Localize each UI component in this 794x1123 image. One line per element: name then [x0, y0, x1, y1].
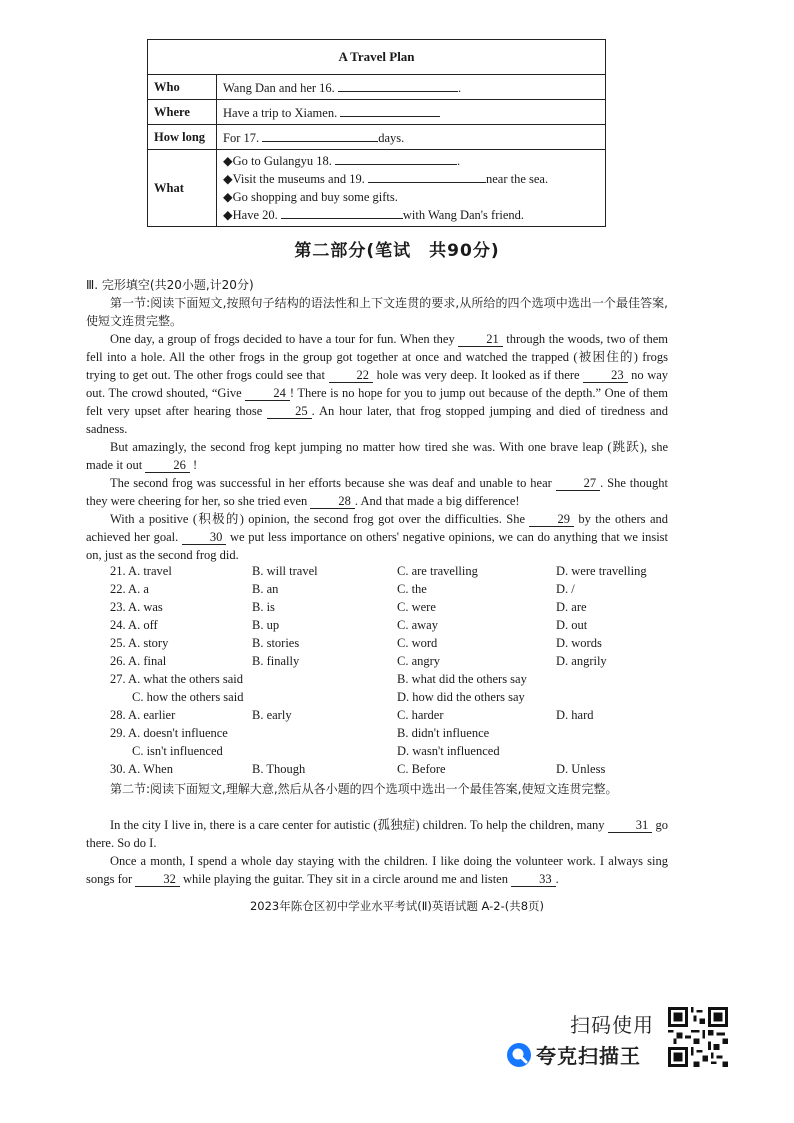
option-row	[110, 564, 670, 582]
gap-number: 25	[267, 404, 312, 419]
answer-blank	[368, 170, 486, 183]
option-row	[110, 762, 670, 780]
option: C. word	[397, 636, 438, 650]
paragraph	[86, 816, 668, 852]
paragraph	[86, 474, 668, 510]
what-text: ◆Go shopping and buy some gifts.	[223, 190, 398, 204]
option: B. up	[252, 618, 280, 632]
what-text: ◆Have 20.	[223, 208, 278, 222]
gap-number: 30	[182, 530, 227, 545]
option: B. finally	[252, 654, 300, 668]
text: we put less importance on others' negative opinions, we can do anything that we insist on, just as the second frog did.	[86, 530, 669, 562]
option: D. words	[556, 636, 602, 650]
qr-code-icon	[668, 1007, 728, 1067]
option-row	[110, 726, 670, 744]
text: hole was very deep. It looked as if there	[376, 368, 580, 382]
what-item	[223, 170, 599, 188]
option: B. is	[252, 600, 275, 614]
travel-plan-table	[147, 39, 606, 227]
instruction-text: 第二节:阅读下面短文,理解大意,然后从各小题的四个选项中选出一个最佳答案,使短文连贯完整。	[110, 782, 618, 796]
option: B. will travel	[252, 564, 318, 578]
option: D. how did the others say	[397, 690, 525, 704]
answer-blank	[262, 129, 378, 142]
gap-number: 27	[556, 476, 601, 491]
answer-blank	[281, 206, 403, 219]
option: C. angry	[397, 654, 441, 668]
option-row	[110, 672, 670, 690]
part-title: 第二部分(笔试 共90分)	[294, 241, 500, 261]
table-title: A Travel Plan	[148, 40, 606, 75]
text: by the others and achieved her goal.	[86, 512, 668, 544]
text: The second frog was successful in her efforts because she was deaf and unable to hear	[110, 476, 552, 490]
table-row	[148, 100, 606, 125]
answer-blank	[340, 104, 440, 117]
text: But amazingly, the second frog kept jumping no matter how tired she was. With one brave leap (跳跃), she made it out	[86, 440, 668, 472]
option: 30. A. When	[110, 762, 173, 776]
gap-number: 22	[329, 368, 374, 383]
scanner-brand	[506, 1040, 641, 1069]
text: no way out. The crowd shouted, “Give	[86, 368, 669, 400]
option-row	[110, 618, 670, 636]
cloze-passage	[86, 330, 668, 564]
row-text: Have a trip to Xiamen.	[223, 105, 338, 120]
text: . And that made a big difference!	[354, 494, 520, 508]
option-row	[110, 744, 670, 762]
options-list	[110, 564, 670, 780]
row-value	[217, 100, 606, 125]
option-row	[110, 582, 670, 600]
option: B. stories	[252, 636, 300, 650]
option: C. away	[397, 618, 438, 632]
gap-number: 33	[511, 872, 556, 887]
what-text-end: .	[457, 154, 461, 168]
text: go there. So do I.	[86, 818, 669, 850]
gap-number: 24	[245, 386, 290, 401]
text: !	[193, 458, 198, 472]
option: D. hard	[556, 708, 594, 722]
scan-to-use-text: 扫码使用	[570, 1013, 654, 1037]
quark-logo-icon	[506, 1042, 532, 1068]
option: 22. A. a	[110, 582, 149, 596]
text: . An hour later, that frog stopped jumping and died of tiredness and sadness.	[86, 404, 669, 436]
paragraph	[86, 438, 668, 474]
text: With a positive (积极的) opinion, the second frog got over the difficulties. She	[110, 512, 526, 526]
option: B. early	[252, 708, 292, 722]
option: 27. A. what the others said	[110, 672, 243, 686]
gap-number: 21	[458, 332, 503, 347]
brand-name: 夸克扫描王	[536, 1044, 641, 1068]
gap-number: 29	[529, 512, 574, 527]
answer-blank	[338, 79, 458, 92]
option-row	[110, 708, 670, 726]
text: . She thought they were cheering for her, so she tried even	[86, 476, 668, 508]
option: C. are travelling	[397, 564, 478, 578]
option: B. Though	[252, 762, 306, 776]
option-row	[110, 600, 670, 618]
option: B. didn't influence	[397, 726, 490, 740]
option: B. what did the others say	[397, 672, 527, 686]
row-text: For 17.	[223, 130, 260, 145]
section-instructions	[86, 294, 668, 330]
option: D. were travelling	[556, 564, 647, 578]
option: 29. A. doesn't influence	[110, 726, 228, 740]
what-item	[223, 152, 599, 170]
table-row	[148, 125, 606, 150]
gap-number: 26	[145, 458, 190, 473]
row-text: Wang Dan and her 16.	[223, 80, 335, 95]
option: 23. A. was	[110, 600, 163, 614]
option: C. were	[397, 600, 436, 614]
text: while playing the guitar. They sit in a circle around me and listen	[182, 872, 508, 886]
option: 28. A. earlier	[110, 708, 176, 722]
paragraph	[86, 330, 668, 438]
option: C. isn't influenced	[132, 744, 223, 758]
section-instructions	[86, 780, 668, 798]
text: .	[555, 872, 559, 886]
row-key: How long	[148, 125, 217, 150]
option: 24. A. off	[110, 618, 158, 632]
answer-blank	[335, 152, 457, 165]
option: B. an	[252, 582, 279, 596]
row-value	[217, 75, 606, 100]
option: 25. A. story	[110, 636, 169, 650]
option: C. how the others said	[132, 690, 244, 704]
row-text-end: .	[457, 80, 462, 95]
text: In the city I live in, there is a care center for autistic (孤独症) children. To help the children, many	[110, 818, 605, 832]
text: Once a month, I spend a whole day staying with the children. I like doing the volunteer work. I always sing songs for	[86, 854, 668, 886]
what-item	[223, 188, 599, 206]
what-text: ◆Go to Gulangyu 18.	[223, 154, 332, 168]
option-row	[110, 654, 670, 672]
text: through the woods, two of them fell into a hole. All the other frogs in the group got together at once and watched the trapped (被困住的) frogs trying to get out. The other frogs could see that	[86, 332, 669, 382]
option: 26. A. final	[110, 654, 167, 668]
text: One day, a group of frogs decided to have a tour for fun. When they	[110, 332, 455, 346]
option: 21. A. travel	[110, 564, 172, 578]
table-row	[148, 150, 606, 227]
option-row	[110, 636, 670, 654]
reading-passage	[86, 816, 668, 888]
row-value	[217, 150, 606, 227]
row-value	[217, 125, 606, 150]
what-text-end: near the sea.	[485, 172, 549, 186]
option-row	[110, 690, 670, 708]
option: D. /	[556, 582, 575, 596]
what-text-end: with Wang Dan's friend.	[402, 208, 525, 222]
table-row	[148, 75, 606, 100]
section-title: Ⅲ. 完形填空(共20小题,计20分)	[86, 278, 254, 292]
option: D. wasn't influenced	[397, 744, 500, 758]
page-footer: 2023年陈仓区初中学业水平考试(Ⅱ)英语试题 A-2-(共8页)	[249, 899, 545, 913]
gap-number: 28	[310, 494, 355, 509]
option: C. Before	[397, 762, 446, 776]
instruction-text: 第一节:阅读下面短文,按照句子结构的语法性和上下文连贯的要求,从所给的四个选项中选出一个最佳答案,使短文连贯完整。	[86, 296, 668, 328]
option: C. the	[397, 582, 427, 596]
what-item	[223, 206, 599, 224]
gap-number: 32	[135, 872, 180, 887]
option: C. harder	[397, 708, 444, 722]
row-key: Who	[148, 75, 217, 100]
gap-number: 31	[608, 818, 653, 833]
option: D. are	[556, 600, 587, 614]
what-text: ◆Visit the museums and 19.	[223, 172, 365, 186]
option: D. angrily	[556, 654, 607, 668]
text: ! There is no hope for you to jump out because of the depth.” One of them felt very upset after hearing those	[86, 386, 668, 418]
row-key: Where	[148, 100, 217, 125]
paragraph	[86, 852, 668, 888]
gap-number: 23	[583, 368, 628, 383]
row-key: What	[148, 150, 217, 227]
option: D. out	[556, 618, 588, 632]
row-text-end: days.	[378, 130, 405, 145]
paragraph	[86, 510, 668, 564]
option: D. Unless	[556, 762, 606, 776]
